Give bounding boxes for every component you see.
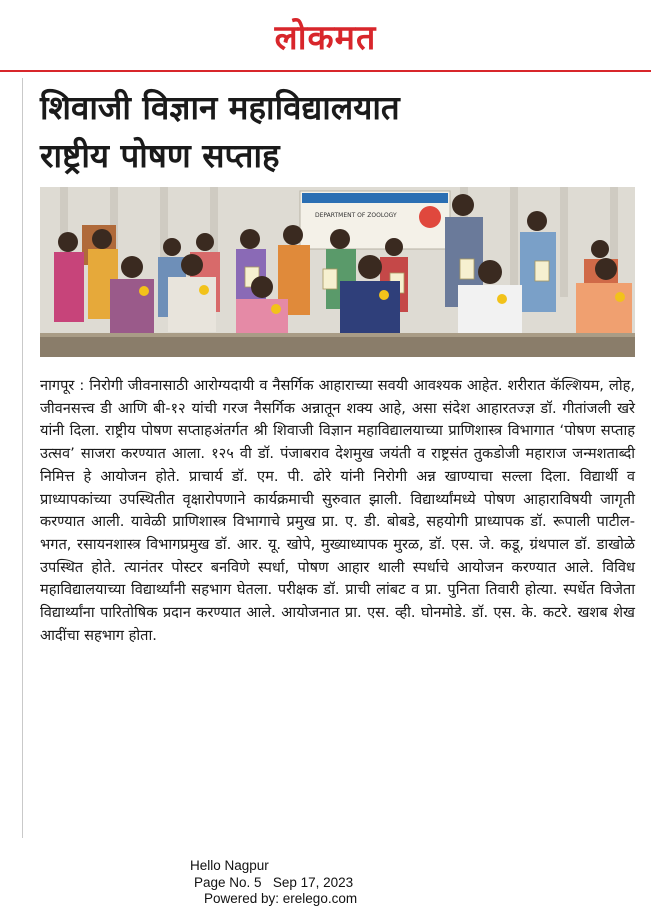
masthead-divider	[0, 70, 651, 72]
footer-date: Sep 17, 2023	[272, 874, 354, 890]
footer-powered-by: Powered by: erelego.com	[204, 891, 358, 906]
headline-line-2: राष्ट्रीय पोषण सप्ताह	[40, 136, 280, 175]
article-body: नागपूर : निरोगी जीवनासाठी आरोग्यदायी व नैसर्गिक आहाराच्या सवयी आवश्यक आहेत. शरीरात कॅल्शियम, लोह, जीवनसत्त्व डी आणि बी-१२ यांची गरज नैसर्गिक अन्नातून शक्य आहे, असा संदेश आहारतज्ज्ञ डॉ. गीतांजली खरे यांनी दिला. राष्ट्रीय पोषण सप्ताहअंतर्गत श्री शिवाजी विज्ञान महाविद्यालयाच्या प्राणिशास्त्र विभागात ‘पोषण सप्ताह उत्सव’ साजरा करण्यात आला. १२५ वी डॉ. पंजाबराव देशमुख जयंती व राष्ट्रसंत तुकडोजी महाराज जन्मशताब्दी निमित्त हे आयोजन होते. प्राचार्य डॉ. एम. पी. ढोरे यांनी निरोगी अन्न खाण्याचा सल्ला दिला. विद्यार्थी व प्राध्यापकांच्या उपस्थितीत वृक्षारोपणाने कार्यक्रमाची सुरुवात झाली. विद्यार्थ्यांमध्ये पोषण आहाराविषयी जागृती करण्यात आली. यावेळी प्राणिशास्त्र विभागाचे प्रमुख प्रा. ए. डी. बोबडे, सहयोगी प्राध्यापक डॉ. रूपाली पाटील-भगत, रसायनशास्त्र विभागप्रमुख डॉ. आर. यू. खोपे, मुख्याध्यापक मुरळ, डॉ. एस. जे. कडू, ग्रंथपाल डॉ. डाखोळे उपस्थित होते. त्यानंतर पोस्टर बनविणे स्पर्धा, पोषण आहार थाली स्पर्धाचे आयोजन करण्यात आले. विविध महाविद्यालयाच्या विद्यार्थ्यांनी सहभाग घेतला. परीक्षक डॉ. प्राची लांबट व प्रा. पुनिता तिवारी होत्या. स्पर्धेत विजेता विद्यार्थ्यांना पारितोषिक प्रदान करण्यात आले. आयोजनात प्रा. एस. व्ही. घोनमोडे. डॉ. एस. के. कटरे. खशब शेख आदींचा सहभाग होता.	[40, 377, 635, 644]
group-photo-illustration	[40, 187, 635, 357]
article-headline	[40, 84, 630, 180]
headline-line-1: शिवाजी विज्ञान महाविद्यालयात	[40, 88, 400, 127]
masthead	[0, 0, 651, 72]
footer-edition: Hello Nagpur	[190, 858, 269, 873]
banner-text: DEPARTMENT OF ZOOLOGY	[315, 212, 397, 219]
footer-page: Page No. 5	[194, 874, 262, 890]
article-photo	[40, 187, 635, 357]
footer-page-date	[190, 875, 490, 892]
page-footer	[190, 858, 490, 908]
newspaper-logo: लोकमत	[274, 18, 377, 58]
